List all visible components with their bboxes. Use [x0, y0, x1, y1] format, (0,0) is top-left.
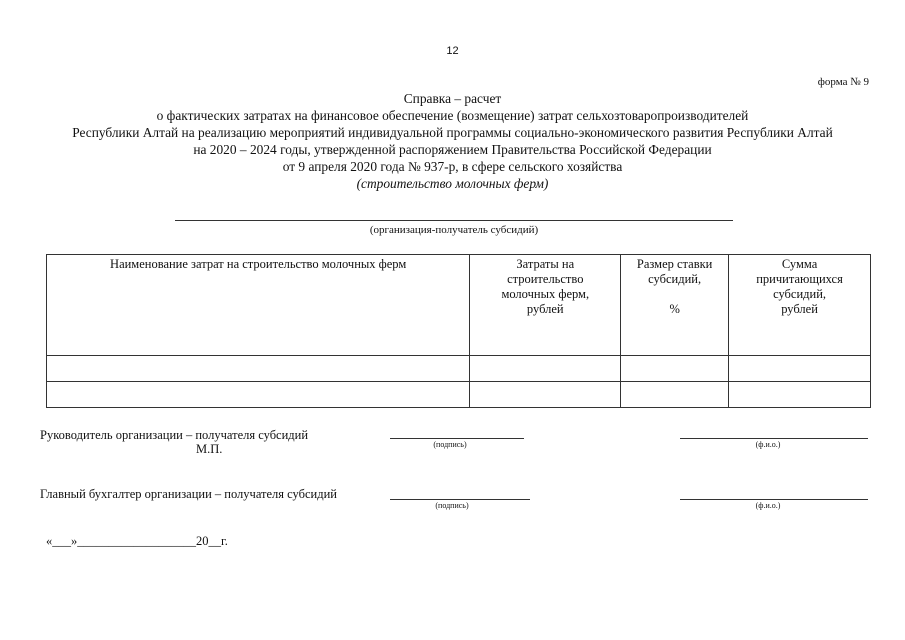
header-cost-amount: Затраты на строительство молочных ферм, рублей [470, 255, 621, 356]
stamp-label: М.П. [196, 442, 223, 456]
title-line-5: от 9 апреля 2020 года № 937-р, в сфере сельского хозяйства [282, 159, 623, 174]
page-number: 12 [446, 45, 459, 57]
title-line-2: о фактических затратах на финансовое обеспечение (возмещение) затрат сельхозтоваропроизводителей [156, 108, 749, 123]
title-line-4: на 2020 – 2024 годы, утвержденной распоряжением Правительства Российской Федерации [193, 142, 712, 157]
title-line-1: Справка – расчет [403, 91, 502, 106]
document-title [0, 90, 905, 192]
table-cell[interactable] [621, 356, 729, 382]
title-line-3: Республики Алтай на реализацию мероприятий индивидуальной программы социально-экономического развития Республики Алтай [72, 125, 833, 140]
organization-field-line [175, 220, 733, 221]
table-cell[interactable] [621, 382, 729, 408]
table-cell[interactable] [470, 382, 621, 408]
table-row [47, 356, 871, 382]
accountant-name-caption: (ф.и.о.) [755, 501, 781, 510]
chief-accountant-label: Главный бухгалтер организации – получателя субсидий [40, 487, 337, 501]
table-cell[interactable] [729, 382, 871, 408]
accountant-name-line[interactable] [680, 499, 868, 500]
costs-table [46, 254, 871, 408]
head-of-organization-label: Руководитель организации – получателя субсидий [40, 428, 309, 442]
table-cell[interactable] [47, 356, 470, 382]
date-line[interactable]: «___»___________________20__г. [46, 534, 228, 548]
header-subsidy-sum: Сумма причитающихся субсидий, рублей [729, 255, 871, 356]
table-cell[interactable] [470, 356, 621, 382]
head-signature-line[interactable] [390, 438, 524, 439]
accountant-signature-caption: (подпись) [435, 501, 469, 510]
form-number: форма № 9 [817, 76, 869, 88]
table-cell[interactable] [47, 382, 470, 408]
table-row [47, 382, 871, 408]
header-cost-name: Наименование затрат на строительство молочных ферм [47, 255, 470, 356]
accountant-signature-line[interactable] [390, 499, 530, 500]
head-name-line[interactable] [680, 438, 868, 439]
header-subsidy-rate: Размер ставки субсидий, % [621, 255, 729, 356]
table-cell[interactable] [729, 356, 871, 382]
head-name-caption: (ф.и.о.) [755, 440, 781, 449]
title-line-6: (строительство молочных ферм) [356, 176, 549, 191]
table-header-row [47, 255, 871, 356]
organization-caption: (организация-получатель субсидий) [369, 224, 539, 236]
head-signature-caption: (подпись) [433, 440, 467, 449]
